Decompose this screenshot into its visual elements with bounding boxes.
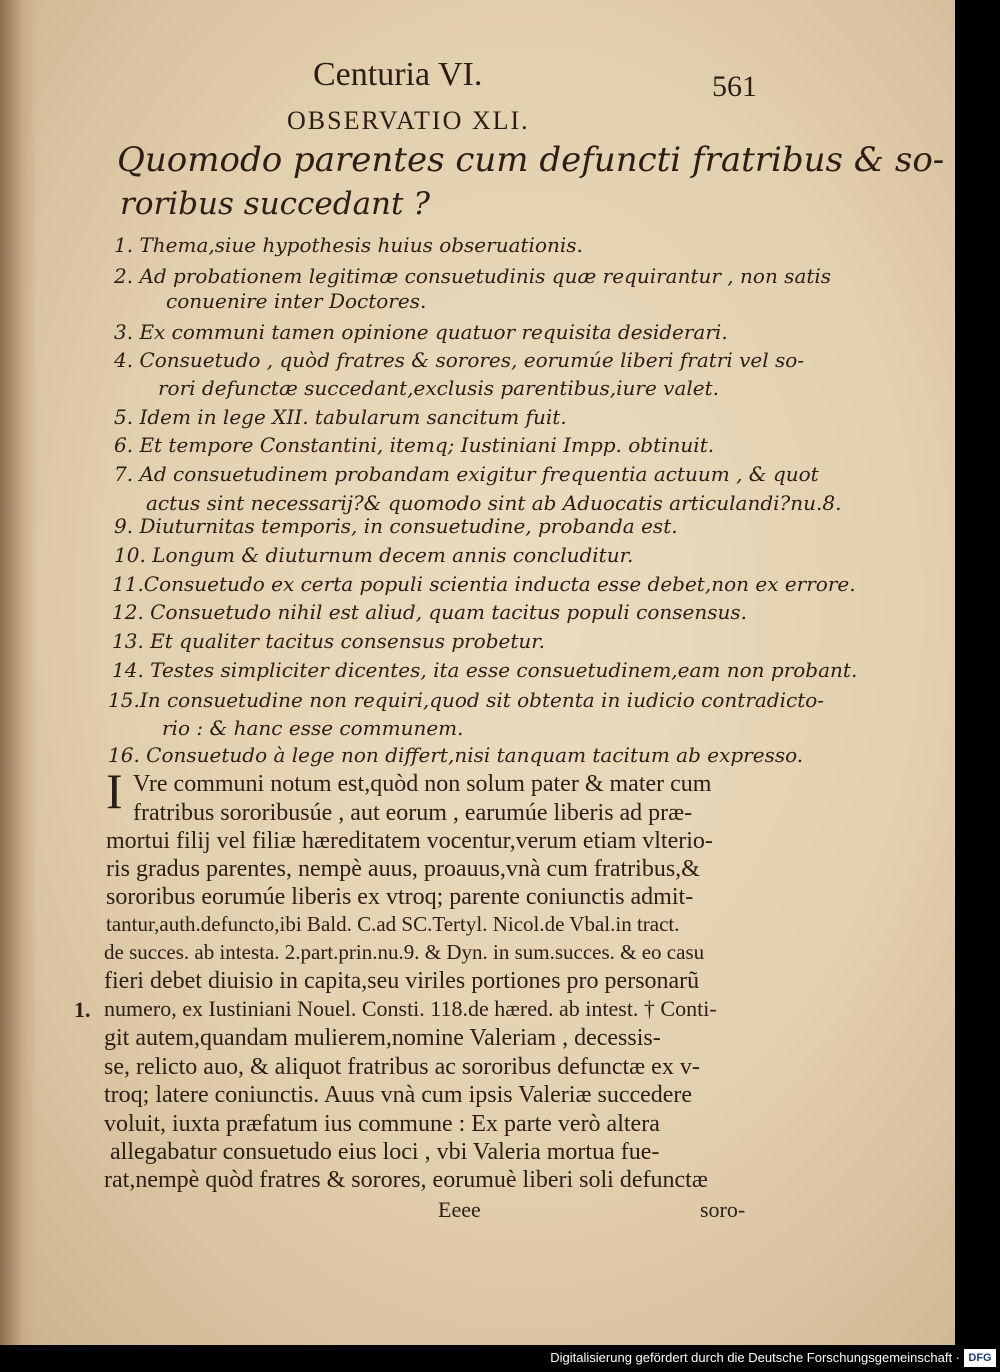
body-line-15: rat,nempè quòd fratres & sorores, eorumuè liberi soli defunctæ [104, 1167, 708, 1193]
book-spine-shadow [0, 0, 38, 1345]
summary-line-11: 9. Diuturnitas temporis, in consuetudine, probanda est. [114, 514, 678, 538]
body-line-9: numero, ex Iustiniani Nouel. Consti. 118.de hæred. ab intest. † Conti- [104, 996, 717, 1021]
page-number: 561 [712, 70, 757, 103]
title-line-1: Quomodo parentes cum defuncti fratribus & so- [117, 140, 945, 180]
summary-line-10: actus sint necessarij?& quomodo sint ab Aduocatis articulandi?nu.8. [146, 491, 842, 515]
signature-mark: Eeee [438, 1197, 481, 1222]
summary-line-7: 5. Idem in lege XII. tabularum sancitum fuit. [114, 405, 567, 429]
summary-line-3: conuenire inter Doctores. [166, 289, 427, 313]
summary-line-17: 15.In consuetudine non requiri,quod sit obtenta in iudicio contradicto- [108, 688, 825, 712]
observation-heading: OBSERVATIO XLI. [287, 106, 530, 135]
body-line-12: troq; latere coniunctis. Auus vnà cum ipsis Valeriæ succedere [104, 1082, 693, 1108]
summary-line-18: rio : & hanc esse communem. [162, 716, 464, 740]
summary-line-5: 4. Consuetudo , quòd fratres & sorores, eorumúe liberi fratri vel so- [114, 348, 805, 372]
body-line-1: Vre communi notum est,quòd non solum pater & mater cum [133, 771, 712, 797]
body-line-3: mortui filij vel filiæ hæreditatem vocentur,verum etiam vlterio- [106, 828, 713, 854]
body-line-2: fratribus sororibusúe , aut eorum , earumúe liberis ad præ- [133, 800, 693, 826]
body-line-7: de succes. ab intesta. 2.part.prin.nu.9. & Dyn. in sum.succes. & eo casu [104, 940, 705, 964]
running-title: Centuria VI. [313, 56, 483, 93]
catchword: soro- [700, 1197, 746, 1222]
summary-line-2: 2. Ad probationem legitimæ consuetudinis quæ requirantur , non satis [114, 264, 832, 288]
margin-number: 1. [74, 997, 91, 1022]
summary-line-13: 11.Consuetudo ex certa populi scientia inducta esse debet,non ex errore. [112, 572, 856, 596]
summary-line-12: 10. Longum & diuturnum decem annis concluditur. [114, 543, 634, 567]
dfg-logo: DFG [964, 1349, 996, 1367]
body-line-13: voluit, iuxta præfatum ius commune : Ex parte verò altera [104, 1111, 660, 1137]
summary-line-15: 13. Et qualiter tacitus consensus probetur. [112, 629, 545, 653]
body-line-4: ris gradus parentes, nempè auus, proauus,vnà cum fratribus,& [106, 856, 700, 882]
summary-line-9: 7. Ad consuetudinem probandam exigitur frequentia actuum , & quot [114, 462, 819, 486]
body-line-14: allegabatur consuetudo eius loci , vbi Valeria mortua fue- [110, 1139, 660, 1165]
digitization-footer [0, 1345, 1000, 1372]
summary-line-16: 14. Testes simpliciter dicentes, ita esse consuetudinem,eam non probant. [112, 658, 858, 682]
summary-line-6: rori defunctæ succedant,exclusis parentibus,iure valet. [158, 376, 719, 400]
summary-line-1: 1. Thema,siue hypothesis huius obseruationis. [114, 233, 583, 257]
title-line-2: roribus succedant ? [120, 186, 430, 222]
summary-line-19: 16. Consuetudo à lege non differt,nisi tanquam tacitum ab expresso. [108, 743, 804, 767]
summary-line-4: 3. Ex communi tamen opinione quatuor requisita desiderari. [114, 320, 728, 344]
body-line-11: se, relicto auo, & aliquot fratribus ac sororibus defunctæ ex v- [104, 1054, 700, 1080]
summary-line-8: 6. Et tempore Constantini, itemq; Iustiniani Impp. obtinuit. [114, 433, 715, 457]
footer-credit: Digitalisierung gefördert durch die Deutsche Forschungsgemeinschaft · [550, 1350, 960, 1365]
summary-line-14: 12. Consuetudo nihil est aliud, quam tacitus populi consensus. [112, 600, 747, 624]
body-line-8: fieri debet diuisio in capita,seu viriles portiones pro personarũ [104, 968, 700, 994]
initial-letter: I [106, 763, 123, 819]
body-line-5: sororibus eorumúe liberis ex vtroq; parente coniunctis admit- [106, 884, 694, 910]
body-line-6: tantur,auth.defuncto,ibi Bald. C.ad SC.Tertyl. Nicol.de Vbal.in tract. [106, 912, 680, 936]
body-line-10: git autem,quandam mulierem,nomine Valeriam , decessis- [104, 1025, 661, 1051]
